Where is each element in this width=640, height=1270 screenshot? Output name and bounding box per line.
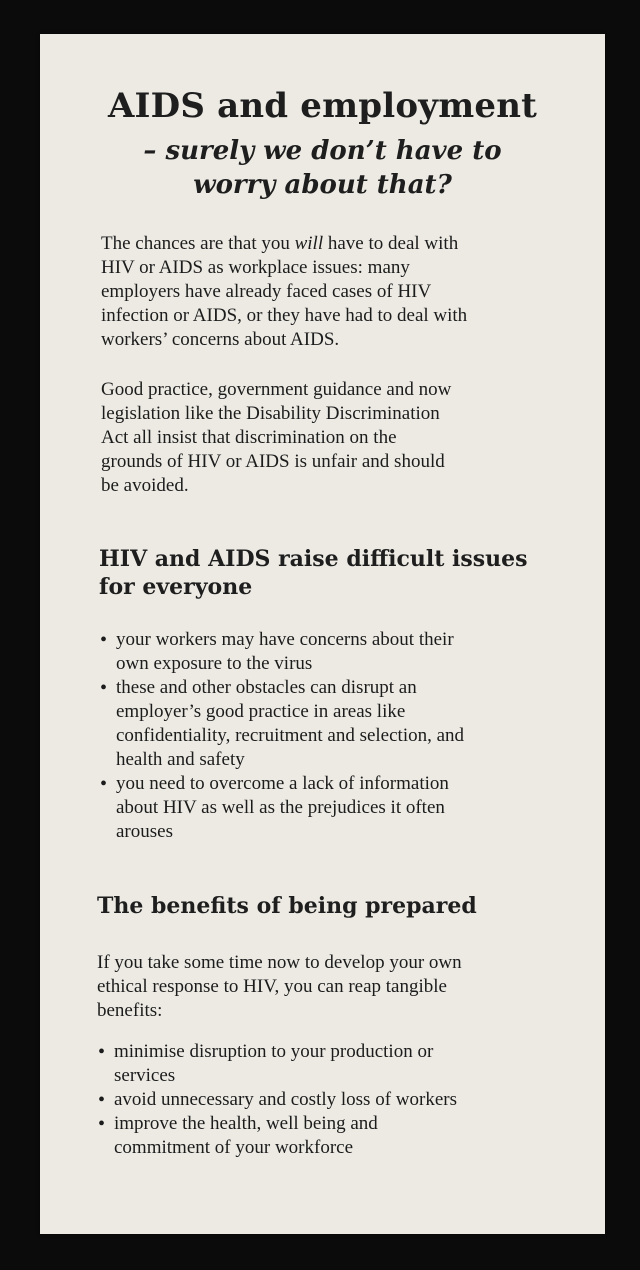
paragraph-line: Act all insist that discrimination on the [101,427,397,448]
paragraph-line: The chances are that you will have to deal with [101,233,459,254]
list-item: • improve the health, well being and commitment of your workforce [98,1112,457,1160]
paragraph-line: workers’ concerns about AIDS. [101,329,340,350]
paragraph-line: benefits: [97,1000,163,1021]
emphasis-will: will [294,233,324,254]
paragraph-line: If you take some time now to develop your own [97,952,462,973]
paragraph-line: infection or AIDS, or they have had to deal with [101,305,468,326]
leaflet-page [40,34,605,1234]
list-item: • you need to overcome a lack of information about HIV as well as the prejudices it often arouses [100,772,464,844]
paragraph-line: ethical response to HIV, you can reap tangible [97,976,447,997]
paragraph-line: Good practice, government guidance and now [101,379,452,400]
intro-paragraph-1 [101,232,571,352]
difficult-issues-list [100,628,464,844]
page-subtitle [40,134,605,202]
paragraph-line: grounds of HIV or AIDS is unfair and should [101,451,445,472]
paragraph-line: legislation like the Disability Discrimination [101,403,440,424]
list-item: • minimise disruption to your production or services [98,1040,457,1088]
list-item: • avoid unnecessary and costly loss of workers [98,1088,457,1112]
paragraph-line: HIV or AIDS as workplace issues: many [101,257,410,278]
list-item: • your workers may have concerns about their own exposure to the virus [100,628,464,676]
page-title: AIDS and employment [107,86,538,126]
subtitle-line: worry about that? [193,170,452,200]
section-heading-benefits: The benefits of being prepared [97,893,477,919]
paragraph-line: be avoided. [101,475,189,496]
intro-paragraph-2 [101,378,571,498]
benefits-intro [97,951,567,1023]
list-item: • these and other obstacles can disrupt an employer’s good practice in areas like confidentiality, recruitment and selection, and health and safety [100,676,464,772]
benefits-list [98,1040,457,1160]
subtitle-line: – surely we don’t have to [143,136,502,166]
section-heading-difficult-issues: HIV and AIDS raise difficult issues for everyone [99,546,528,600]
paragraph-line: employers have already faced cases of HIV [101,281,432,302]
